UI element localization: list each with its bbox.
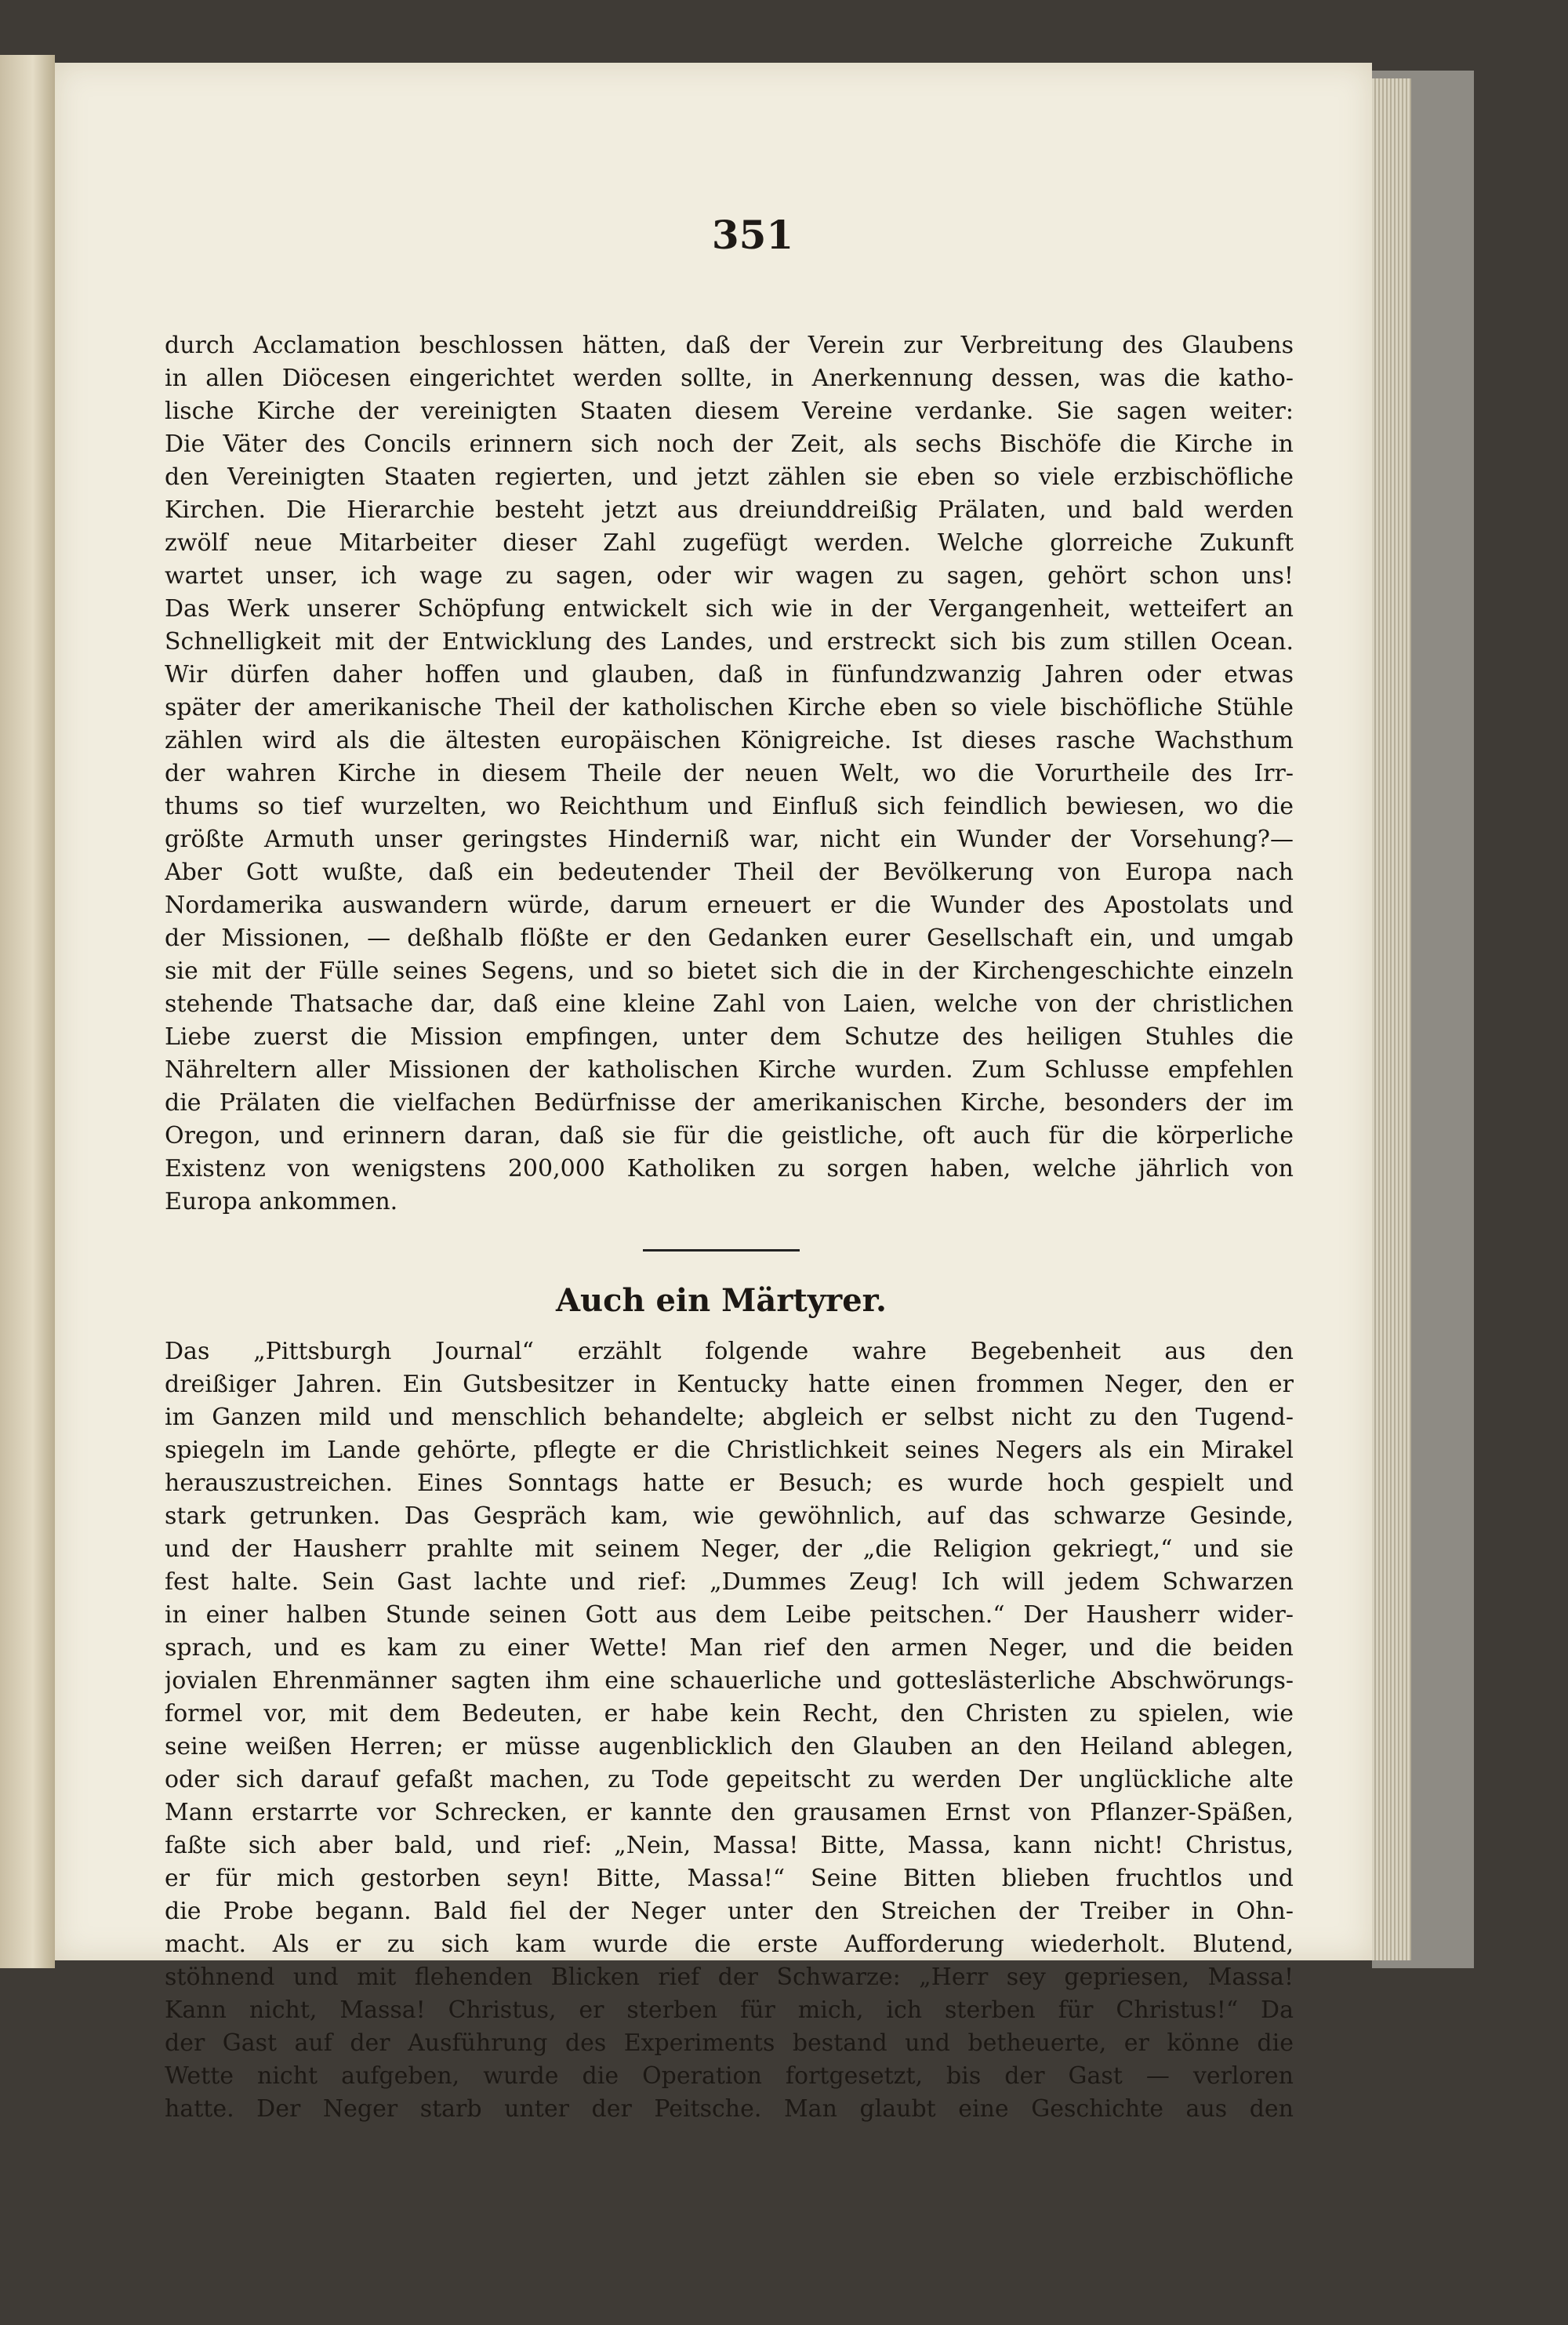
text-line: herauszustreichen. Eines Sonntags hatte er Besuch; es wurde hoch gespielt und bbox=[165, 1469, 1294, 1497]
text-line: dreißiger Jahren. Ein Gutsbesitzer in Kentucky hatte einen frommen Neger, den er bbox=[165, 1371, 1294, 1398]
text-line: zählen wird als die ältesten europäischen Königreiche. Ist dieses rasche Wachsthum bbox=[165, 727, 1294, 754]
text-line: Kirchen. Die Hierarchie besteht jetzt aus dreiunddreißig Prälaten, und bald werden bbox=[165, 496, 1294, 524]
text-line: Schnelligkeit mit der Entwicklung des Landes, und erstreckt sich bis zum stillen Ocean. bbox=[165, 628, 1294, 656]
section-divider bbox=[643, 1249, 800, 1252]
text-line: macht. Als er zu sich kam wurde die erste Aufforderung wiederholt. Blutend, bbox=[165, 1931, 1294, 1958]
text-line: seine weißen Herren; er müsse augenblicklich den Glauben an den Heiland ablegen, bbox=[165, 1733, 1294, 1760]
paragraph-acclamation bbox=[165, 329, 1294, 1219]
text-line: zwölf neue Mitarbeiter dieser Zahl zugefügt werden. Welche glorreiche Zukunft bbox=[165, 529, 1294, 557]
text-line: die Prälaten die vielfachen Bedürfnisse der amerikanischen Kirche, besonders der im bbox=[165, 1089, 1294, 1117]
text-line: lische Kirche der vereinigten Staaten diesem Vereine verdanke. Sie sagen weiter: bbox=[165, 398, 1294, 425]
text-line: Wir dürfen daher hoffen und glauben, daß in fünfundzwanzig Jahren oder etwas bbox=[165, 661, 1294, 688]
text-line: Nähreltern aller Missionen der katholischen Kirche wurden. Zum Schlusse empfehlen bbox=[165, 1056, 1294, 1084]
book-page bbox=[55, 63, 1372, 2123]
paragraph-martyr bbox=[165, 1335, 1294, 2126]
text-line: den Vereinigten Staaten regierten, und jetzt zählen sie eben so viele erzbischöfliche bbox=[165, 463, 1294, 491]
section-heading: Auch ein Märtyrer. bbox=[556, 1282, 887, 1319]
text-line: Die Väter des Concils erinnern sich noch der Zeit, als sechs Bischöfe die Kirche in bbox=[165, 430, 1294, 458]
text-line: hatte. Der Neger starb unter der Peitsche. Man glaubt eine Geschichte aus den bbox=[165, 2095, 1294, 2123]
text-line: Europa ankommen. bbox=[165, 1188, 398, 1215]
page-stack-edge bbox=[1368, 78, 1411, 1960]
text-line: Oregon, und erinnern daran, daß sie für die geistliche, oft auch für die körperliche bbox=[165, 1122, 1294, 1150]
text-line: thums so tief wurzelten, wo Reichthum und Einfluß sich feindlich bewiesen, wo die bbox=[165, 793, 1294, 820]
text-line: Nordamerika auswandern würde, darum erneuert er die Wunder des Apostolats und bbox=[165, 892, 1294, 919]
page-number: 351 bbox=[711, 212, 794, 258]
text-line: Wette nicht aufgeben, wurde die Operation fortgesetzt, bis der Gast — verloren bbox=[165, 2062, 1294, 2090]
text-line: der Gast auf der Ausführung des Experiments bestand und betheuerte, er könne die bbox=[165, 2029, 1294, 2057]
text-line: faßte sich aber bald, und rief: „Nein, Massa! Bitte, Massa, kann nicht! Christus, bbox=[165, 1832, 1294, 1859]
text-line: spiegeln im Lande gehörte, pflegte er die Christlichkeit seines Negers als ein Mirakel bbox=[165, 1437, 1294, 1464]
text-line: stöhnend und mit flehenden Blicken rief der Schwarze: „Herr sey gepriesen, Massa! bbox=[165, 1964, 1294, 1991]
text-line: Das Werk unserer Schöpfung entwickelt sich wie in der Vergangenheit, wetteifert an bbox=[165, 595, 1294, 623]
text-line: Existenz von wenigstens 200,000 Katholiken zu sorgen haben, welche jährlich von bbox=[165, 1155, 1294, 1182]
text-line: Kann nicht, Massa! Christus, er sterben für mich, ich sterben für Christus!“ Da bbox=[165, 1996, 1294, 2024]
text-line: fest halte. Sein Gast lachte und rief: „Dummes Zeug! Ich will jedem Schwarzen bbox=[165, 1568, 1294, 1596]
text-line: formel vor, mit dem Bedeuten, er habe kein Recht, den Christen zu spielen, wie bbox=[165, 1700, 1294, 1727]
text-line: sie mit der Fülle seines Segens, und so bietet sich die in der Kirchengeschichte einzeln bbox=[165, 957, 1294, 985]
text-line: in einer halben Stunde seinen Gott aus dem Leibe peitschen.“ Der Hausherr wider- bbox=[165, 1601, 1294, 1629]
text-line: größte Armuth unser geringstes Hinderniß war, nicht ein Wunder der Vorsehung?— bbox=[165, 826, 1294, 853]
text-line: sprach, und es kam zu einer Wette! Man rief den armen Neger, und die beiden bbox=[165, 1634, 1294, 1662]
text-line: jovialen Ehrenmänner sagten ihm eine schauerliche und gotteslästerliche Abschwörungs- bbox=[165, 1667, 1294, 1695]
facing-page-edge bbox=[0, 55, 55, 1968]
text-line: in allen Diöcesen eingerichtet werden sollte, in Anerkennung dessen, was die katho- bbox=[165, 365, 1294, 392]
text-line: Liebe zuerst die Mission empfingen, unter dem Schutze des heiligen Stuhles die bbox=[165, 1023, 1294, 1051]
text-line: der Missionen, — deßhalb flößte er den Gedanken eurer Gesellschaft ein, und umgab bbox=[165, 925, 1294, 952]
text-line: durch Acclamation beschlossen hätten, daß der Verein zur Verbreitung des Glaubens bbox=[165, 332, 1294, 359]
text-line: wartet unser, ich wage zu sagen, oder wir wagen zu sagen, gehört schon uns! bbox=[165, 562, 1294, 590]
text-line: im Ganzen mild und menschlich behandelte; abgleich er selbst nicht zu den Tugend- bbox=[165, 1404, 1294, 1431]
text-line: stark getrunken. Das Gespräch kam, wie gewöhnlich, auf das schwarze Gesinde, bbox=[165, 1502, 1294, 1530]
text-line: er für mich gestorben seyn! Bitte, Massa!“ Seine Bitten blieben fruchtlos und bbox=[165, 1865, 1294, 1892]
text-line: der wahren Kirche in diesem Theile der neuen Welt, wo die Vorurtheile des Irr- bbox=[165, 760, 1294, 787]
text-line: die Probe begann. Bald fiel der Neger unter den Streichen der Treiber in Ohn- bbox=[165, 1898, 1294, 1925]
text-line: Das „Pittsburgh Journal“ erzählt folgende wahre Begebenheit aus den bbox=[165, 1338, 1294, 1365]
text-line: stehende Thatsache dar, daß eine kleine Zahl von Laien, welche von der christlichen bbox=[165, 990, 1294, 1018]
text-line: später der amerikanische Theil der katholischen Kirche eben so viele bischöfliche Stühle bbox=[165, 694, 1294, 721]
text-line: und der Hausherr prahlte mit seinem Neger, der „die Religion gekriegt,“ und sie bbox=[165, 1535, 1294, 1563]
text-line: Mann erstarrte vor Schrecken, er kannte den grausamen Ernst von Pflanzer-Späßen, bbox=[165, 1799, 1294, 1826]
text-line: oder sich darauf gefaßt machen, zu Tode gepeitscht zu werden Der unglückliche alte bbox=[165, 1766, 1294, 1793]
text-line: Aber Gott wußte, daß ein bedeutender Theil der Bevölkerung von Europa nach bbox=[165, 859, 1294, 886]
